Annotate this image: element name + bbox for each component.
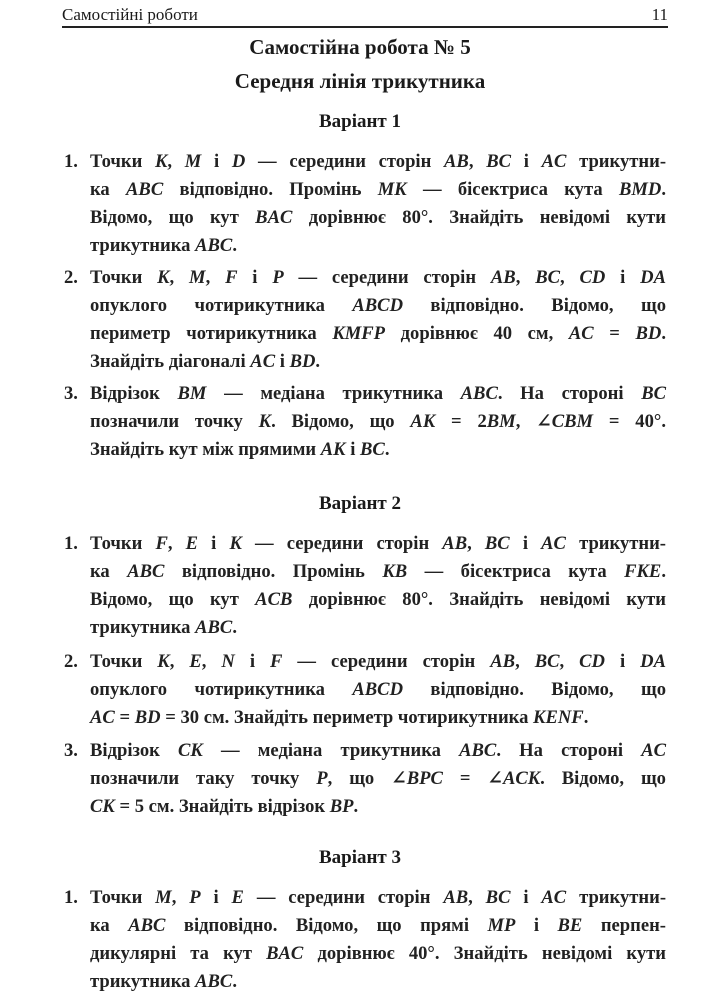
problem — [66, 264, 666, 376]
problem-line: трикутника ABC. — [90, 235, 237, 256]
problem-line: периметр чотирикутника KMFP дорівнює 40 см, AC = BD. — [90, 323, 666, 344]
problem-number: 3. — [64, 740, 78, 761]
running-head — [62, 3, 668, 28]
problem-line: Точки K, E, N і F — середини сторін AB, BC, CD і DA — [90, 651, 666, 672]
problem-line: дикулярні та кут BAC дорівнює 40°. Знайдіть невідомі кути — [90, 943, 666, 964]
problem — [66, 148, 666, 260]
problem-line: Відрізок BM — медіана трикутника ABC. На стороні BC — [90, 383, 666, 404]
problem-line: ка ABC відповідно. Промінь MK — бісектриса кута BMD. — [90, 179, 666, 200]
problem-line: опуклого чотирикутника ABCD відповідно. Відомо, що — [90, 679, 666, 700]
variant-heading: Варіант 1 — [318, 111, 402, 132]
problem-number: 1. — [64, 887, 78, 908]
problem — [66, 884, 666, 996]
problem-line: трикутника ABC. — [90, 971, 237, 992]
problem — [66, 380, 666, 464]
page-number: 11 — [651, 5, 668, 24]
variant-heading: Варіант 3 — [318, 847, 402, 868]
problem-line: позначили точку K. Відомо, що AK = 2BM, ∠CBM = 40°. — [90, 411, 666, 432]
problem-line: Точки K, M і D — середини сторін AB, BC і AC трикутни- — [90, 151, 667, 172]
problem-line: трикутника ABC. — [90, 617, 237, 638]
problem-number: 2. — [64, 651, 78, 672]
problem — [66, 737, 666, 821]
title-block — [0, 30, 720, 98]
problem-line: ка ABC відповідно. Промінь KB — бісектриса кута FKE. — [90, 561, 666, 582]
problem-line: Точки F, E і K — середини сторін AB, BC і AC трикутни- — [90, 533, 666, 554]
problem-line: Відомо, що кут BAC дорівнює 80°. Знайдіть невідомі кути — [90, 207, 666, 228]
running-head-section: Самостійні роботи — [62, 5, 198, 24]
problem-number: 1. — [64, 533, 78, 554]
problem-number: 3. — [64, 383, 78, 404]
problem-line: AC = BD = 30 см. Знайдіть периметр чотирикутника KENF. — [90, 707, 589, 728]
variant-heading: Варіант 2 — [318, 493, 402, 514]
problem — [66, 648, 666, 732]
work-title: Самостійна робота № 5 — [249, 35, 471, 59]
problem-line: опуклого чотирикутника ABCD відповідно. Відомо, що — [90, 295, 666, 316]
problem-line: Відрізок CK — медіана трикутника ABC. На стороні AC — [90, 740, 666, 761]
problem-line: позначили таку точку P, що ∠BPC = ∠ACK. Відомо, що — [90, 768, 666, 789]
problem — [66, 530, 666, 642]
problem-line: Знайдіть кут між прямими AK і BC. — [90, 439, 390, 460]
problem-line: Точки K, M, F і P — середини сторін AB, BC, CD і DA — [90, 267, 667, 288]
problem-line: Точки M, P і E — середини сторін AB, BC і AC трикутни- — [90, 887, 667, 908]
problem-line: CK = 5 см. Знайдіть відрізок BP. — [90, 796, 359, 817]
problem-number: 2. — [64, 267, 78, 288]
problem-line: ка ABC відповідно. Відомо, що прямі MP і BE перпен- — [90, 915, 667, 936]
problem-line: Відомо, що кут ACB дорівнює 80°. Знайдіть невідомі кути — [90, 589, 666, 610]
problem-line: Знайдіть діагоналі AC і BD. — [90, 351, 321, 372]
work-subtitle: Середня лінія трикутника — [234, 69, 486, 93]
problem-number: 1. — [64, 151, 78, 172]
